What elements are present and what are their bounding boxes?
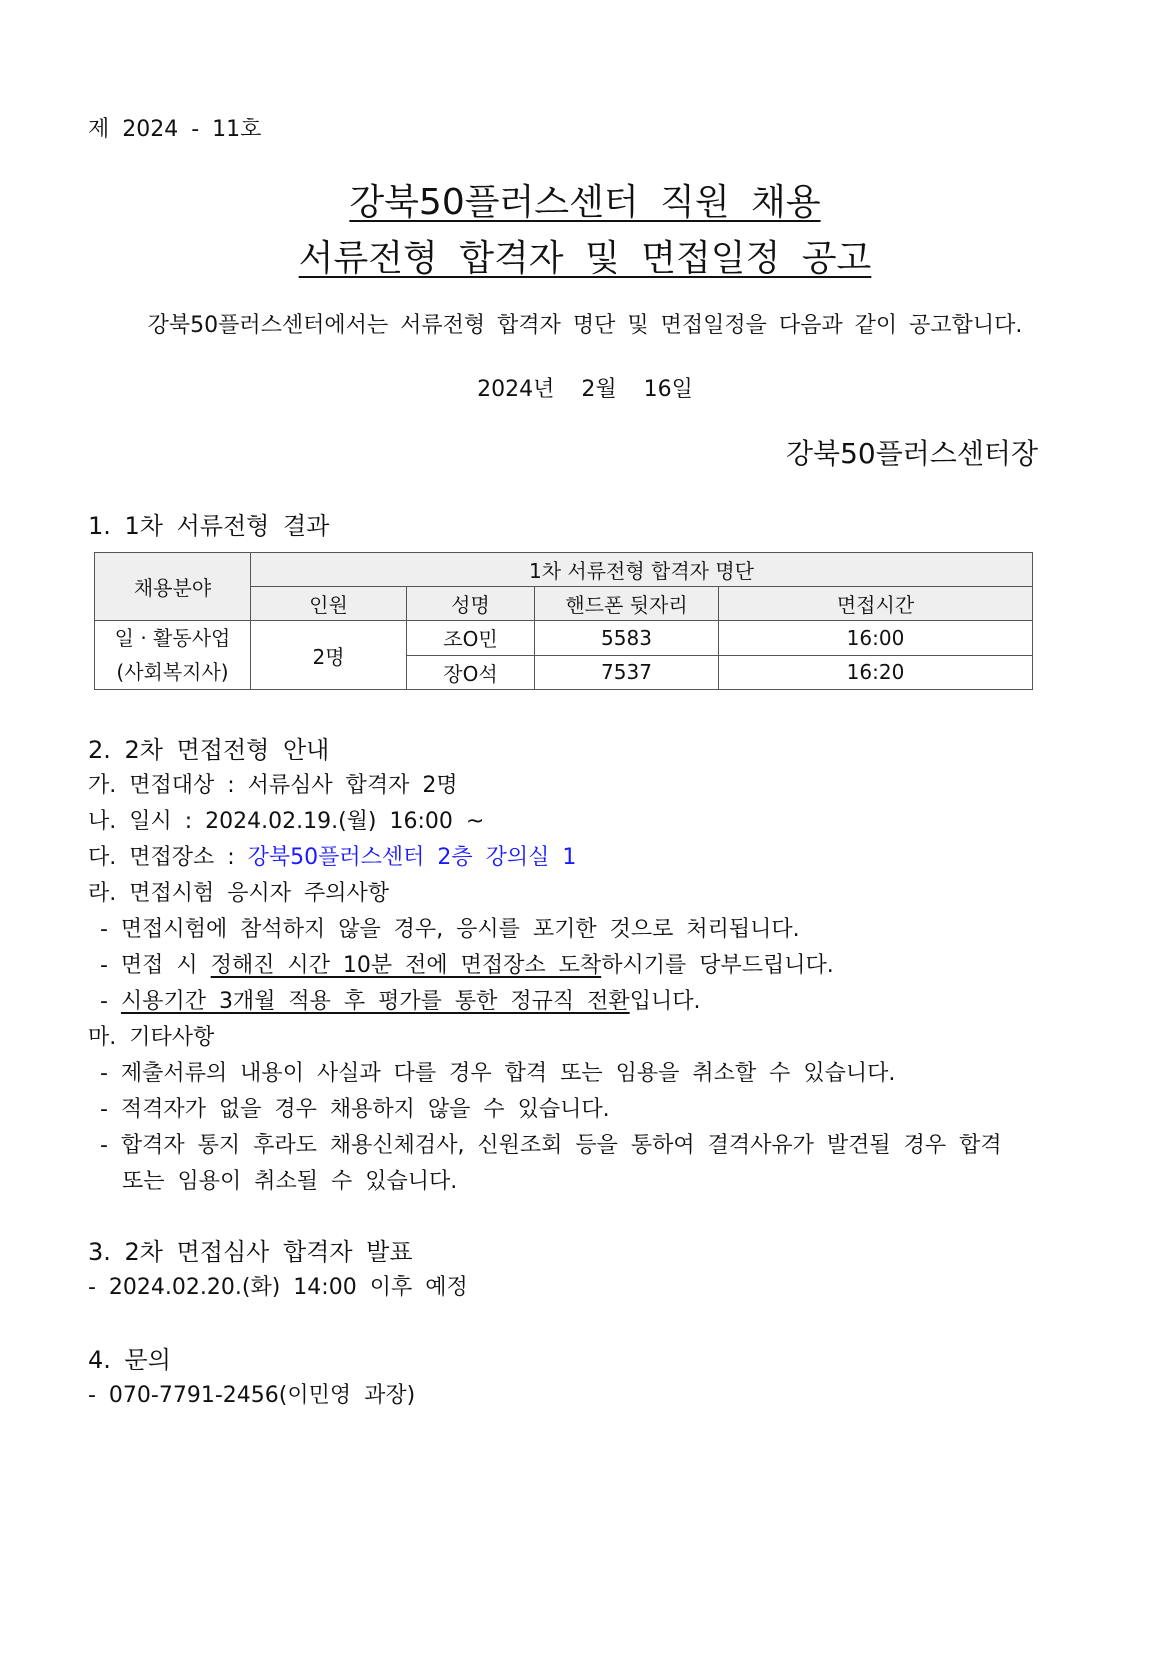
table-row bbox=[95, 621, 1033, 656]
title-line-1: 강북50플러스센터 직원 채용 bbox=[349, 182, 821, 223]
field-cell: 일 · 활동사업 (사회복지사) bbox=[95, 621, 251, 690]
time-cell: 16:20 bbox=[719, 655, 1033, 690]
document-number: 제 2024 - 11호 bbox=[88, 117, 262, 142]
signer: 강북50플러스센터장 bbox=[785, 437, 1038, 470]
item-ma: 마. 기타사항 bbox=[88, 1025, 215, 1050]
item-ra: 라. 면접시험 응시자 주의사항 bbox=[88, 881, 389, 906]
section-4-heading: 4. 문의 bbox=[88, 1346, 171, 1374]
date-day: 16일 bbox=[643, 377, 693, 402]
ra-note-3: - 시용기간 3개월 적용 후 평가를 통한 정규직 전환입니다. bbox=[100, 989, 701, 1014]
contact-line: - 070-7791-2456(이민영 과장) bbox=[88, 1383, 416, 1408]
header-group: 1차 서류전형 합격자 명단 bbox=[251, 553, 1033, 587]
header-name: 성명 bbox=[407, 587, 535, 621]
name-cell: 조O민 bbox=[407, 621, 535, 656]
ra-note-2: - 면접 시 정해진 시간 10분 전에 면접장소 도착하시기를 당부드립니다. bbox=[100, 953, 834, 978]
header-field: 채용분야 bbox=[95, 553, 251, 621]
name-cell: 장O석 bbox=[407, 655, 535, 690]
section-3-heading: 3. 2차 면접심사 합격자 발표 bbox=[88, 1238, 413, 1266]
count-cell: 2명 bbox=[251, 621, 407, 690]
announcement-date: - 2024.02.20.(화) 14:00 이후 예정 bbox=[88, 1275, 468, 1300]
phone-cell: 5583 bbox=[535, 621, 719, 656]
header-phone: 핸드폰 뒷자리 bbox=[535, 587, 719, 621]
time-cell: 16:00 bbox=[719, 621, 1033, 656]
ma-note-3-cont: 또는 임용이 취소될 수 있습니다. bbox=[122, 1169, 458, 1194]
item-ga: 가. 면접대상 : 서류심사 합격자 2명 bbox=[88, 773, 458, 798]
phone-cell: 7537 bbox=[535, 655, 719, 690]
header-time: 면접시간 bbox=[719, 587, 1033, 621]
item-na: 나. 일시 : 2024.02.19.(월) 16:00 ~ bbox=[88, 809, 485, 834]
ra-note-1: - 면접시험에 참석하지 않을 경우, 응시를 포기한 것으로 처리됩니다. bbox=[100, 917, 800, 942]
date-month: 2월 bbox=[581, 377, 617, 402]
result-table bbox=[94, 552, 1033, 690]
title-line-2: 서류전형 합격자 및 면접일정 공고 bbox=[298, 238, 872, 279]
ma-note-1: - 제출서류의 내용이 사실과 다를 경우 합격 또는 임용을 취소할 수 있습니다. bbox=[100, 1061, 896, 1086]
ma-note-2: - 적격자가 없을 경우 채용하지 않을 수 있습니다. bbox=[100, 1097, 610, 1122]
date-year: 2024년 bbox=[477, 377, 555, 402]
section-2-heading: 2. 2차 면접전형 안내 bbox=[88, 736, 330, 764]
intro-text: 강북50플러스센터에서는 서류전형 합격자 명단 및 면접일정을 다음과 같이 공고합니다. bbox=[147, 313, 1023, 338]
header-count: 인원 bbox=[251, 587, 407, 621]
ma-note-3: - 합격자 통지 후라도 채용신체검사, 신원조회 등을 통하여 결격사유가 발견될 경우 합격 bbox=[100, 1133, 1002, 1158]
interview-location: 강북50플러스센터 2층 강의실 1 bbox=[247, 845, 577, 870]
item-da: 다. 면접장소 : 강북50플러스센터 2층 강의실 1 bbox=[88, 845, 577, 870]
section-1-heading: 1. 1차 서류전형 결과 bbox=[88, 512, 330, 540]
notice-date bbox=[0, 372, 1170, 403]
